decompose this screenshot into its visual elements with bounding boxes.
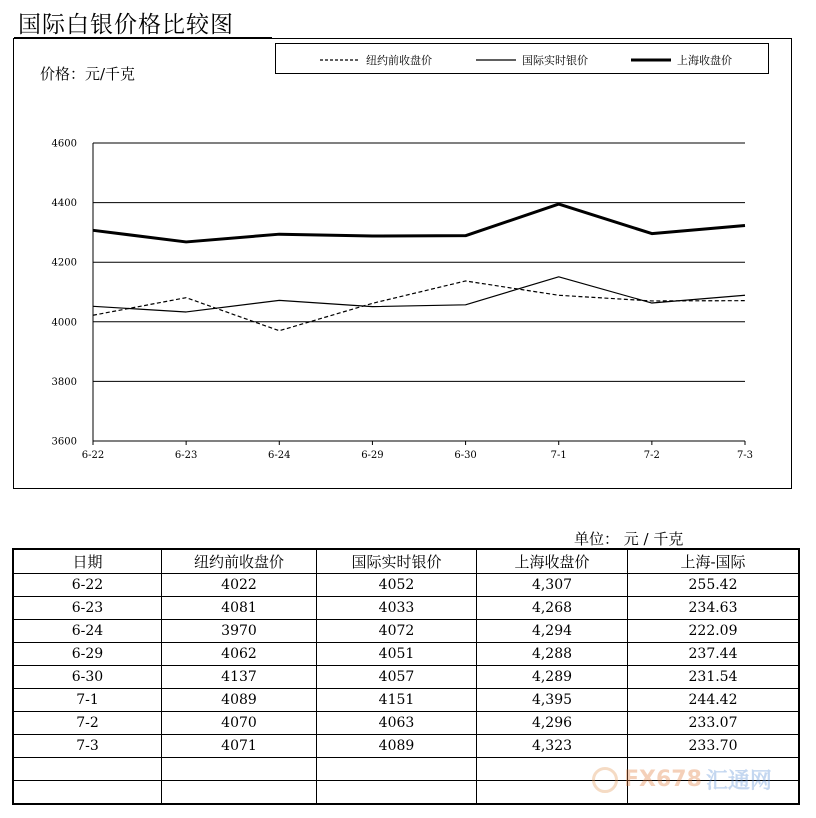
table-cell: 4,395 — [477, 689, 628, 712]
table-cell — [13, 781, 162, 805]
x-tick-label: 6-29 — [361, 450, 384, 461]
x-tick-label: 7-1 — [550, 450, 567, 461]
table-cell: 234.63 — [628, 597, 800, 620]
table-cell: 3970 — [162, 620, 317, 643]
table-row — [13, 574, 799, 597]
table-cell: 6-24 — [13, 620, 162, 643]
table-cell: 231.54 — [628, 666, 800, 689]
table-cell: 4070 — [162, 712, 317, 735]
table-row — [13, 620, 799, 643]
table-cell: 4,288 — [477, 643, 628, 666]
x-tick-label: 6-30 — [454, 450, 477, 461]
x-tick-label: 7-3 — [736, 450, 754, 461]
legend-label: 上海收盘价 — [677, 53, 732, 67]
table-cell: 4033 — [317, 597, 477, 620]
table-cell: 4072 — [317, 620, 477, 643]
table-cell: 6-23 — [13, 597, 162, 620]
table-cell: 6-22 — [13, 574, 162, 597]
table-cell: 4,289 — [477, 666, 628, 689]
table-cell — [162, 758, 317, 781]
table-cell — [162, 781, 317, 805]
header-shanghai: 上海收盘价 — [477, 549, 628, 574]
table-cell: 7-2 — [13, 712, 162, 735]
series-shanghai-line — [93, 204, 745, 242]
table-cell: 233.07 — [628, 712, 800, 735]
table-cell: 4137 — [162, 666, 317, 689]
x-tick-label: 6-23 — [174, 450, 198, 461]
table-row — [13, 666, 799, 689]
fx678-logo-icon — [592, 767, 618, 793]
table-row — [13, 689, 799, 712]
header-spread: 上海-国际 — [628, 549, 800, 574]
table-row — [13, 712, 799, 735]
table-cell: 4,296 — [477, 712, 628, 735]
y-tick-label: 4400 — [51, 198, 77, 210]
table-cell: 4057 — [317, 666, 477, 689]
table-cell — [317, 781, 477, 805]
y-tick-label: 3600 — [51, 436, 77, 448]
table-cell: 4089 — [162, 689, 317, 712]
table-cell: 4051 — [317, 643, 477, 666]
table-cell: 4,268 — [477, 597, 628, 620]
x-tick-label: 7-2 — [643, 450, 660, 461]
table-cell: 233.70 — [628, 735, 800, 758]
y-tick-label: 4000 — [51, 317, 77, 329]
table-cell: 4,323 — [477, 735, 628, 758]
table-cell: 222.09 — [628, 620, 800, 643]
series-international-line — [93, 277, 745, 312]
table-cell: 255.42 — [628, 574, 800, 597]
table-header-row — [13, 549, 799, 574]
table-cell: 4089 — [317, 735, 477, 758]
table-cell: 4071 — [162, 735, 317, 758]
watermark — [592, 764, 772, 795]
table-row — [13, 735, 799, 758]
table-cell: 4081 — [162, 597, 317, 620]
x-tick-label: 6-24 — [268, 450, 291, 461]
table-cell: 4,307 — [477, 574, 628, 597]
table-cell: 237.44 — [628, 643, 800, 666]
header-international: 国际实时银价 — [317, 549, 477, 574]
table-cell: 7-3 — [13, 735, 162, 758]
table-cell: 4062 — [162, 643, 317, 666]
watermark-brand: FX678 — [624, 767, 702, 792]
header-newyork: 纽约前收盘价 — [162, 549, 317, 574]
table-cell: 4,294 — [477, 620, 628, 643]
table-cell — [317, 758, 477, 781]
y-axis-label: 价格：元/千克 — [40, 65, 136, 83]
table-cell: 4022 — [162, 574, 317, 597]
legend-label: 国际实时银价 — [522, 53, 588, 67]
table-row — [13, 643, 799, 666]
table-cell: 4063 — [317, 712, 477, 735]
table-cell: 4151 — [317, 689, 477, 712]
x-tick-label: 6-22 — [81, 450, 105, 461]
table-cell: 6-30 — [13, 666, 162, 689]
table-cell: 6-29 — [13, 643, 162, 666]
legend-label: 纽约前收盘价 — [366, 53, 432, 67]
y-tick-label: 4200 — [51, 257, 77, 269]
chart-title: 国际白银价格比较图 — [18, 12, 234, 38]
table-cell: 244.42 — [628, 689, 800, 712]
table-cell: 7-1 — [13, 689, 162, 712]
y-tick-label: 4600 — [51, 138, 77, 150]
table-cell — [13, 758, 162, 781]
y-tick-label: 3800 — [51, 376, 77, 388]
table-row — [13, 597, 799, 620]
header-date: 日期 — [13, 549, 162, 574]
table-cell: 4052 — [317, 574, 477, 597]
watermark-cn: 汇通网 — [705, 769, 772, 794]
unit-label: 单位： 元 / 千克 — [574, 530, 684, 548]
